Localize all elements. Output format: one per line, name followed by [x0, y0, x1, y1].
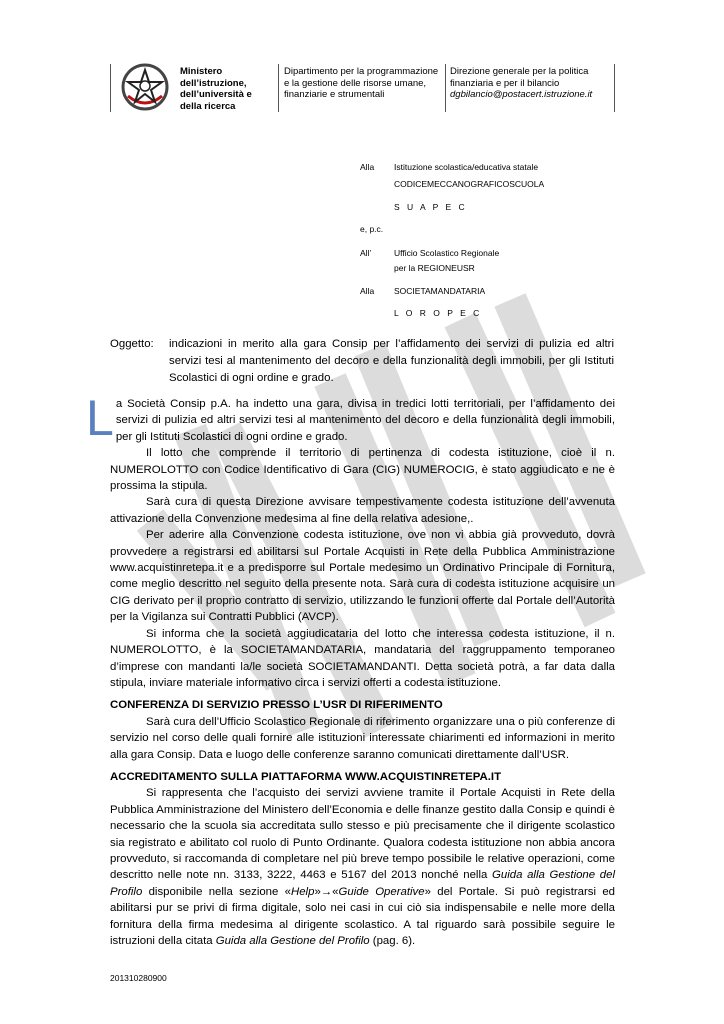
- addressee-label: Alla: [360, 286, 375, 296]
- cc-label: e, p.c.: [360, 224, 384, 234]
- portal-section-name: Help: [291, 885, 315, 898]
- letterhead: [110, 64, 615, 120]
- addressee-line: SOCIETAMANDATARIA: [394, 286, 486, 296]
- header-divider: [110, 64, 111, 112]
- paragraph-text: » del Portale. Si può registrarsi ed abilitarsi pur se privi di firma digitale, solo nei casi in cui ciò sia indispensabile e nelle more della fornitura della firma medesima al dirigente scolastico. A tal riguardo sarà possibile seguire le istruzioni della citata: [110, 885, 615, 947]
- body-paragraph: Per aderire alla Convenzione codesta istituzione, ove non vi abbia già provveduto, dovrà provvedere a registrarsi ed abilitarsi sul Portale Acquisti in Rete della Pubblica Amministrazione www.acquistinretepa.it e a predisporre sul Portale medesimo un Ordinativo Principale di Fornitura, come meglio descritto nel seguito della presente nota. Sarà cura di codesta istituzione acquisire un CIG derivato per il proprio contratto di servizio, utilizzando le funzioni offerte dal Portale dell’Autorità per la Vigilanza sui Contratti Pubblici (AVCP).: [110, 529, 615, 624]
- addressee-line: Ufficio Scolastico Regionale: [394, 248, 500, 258]
- header-divider: [278, 64, 279, 112]
- body-paragraph: Si informa che la società aggiudicataria del lotto che interessa codesta istituzione, il n. NUMEROLOTTO, è la SOCIETAMANDATARIA, mandataria del raggruppamento temporaneo d’imprese con mandanti la/le società SOCIETAMANDANTI. Detta società potrà, a far data dalla stipula, inviare materiale informativo circa i servizi offerti a codesta istituzione.: [110, 627, 615, 689]
- guide-title: Guida alla Gestione del Profilo: [215, 935, 370, 947]
- letter-body: [86, 390, 615, 949]
- addressee-label: All’: [360, 248, 372, 258]
- body-paragraph: [86, 390, 615, 446]
- subject-text: indicazioni in merito alla gara Consip per l’affidamento dei servizi di pulizia ed altri servizi tesi al mantenimento del decoro e della funzionalità degli immobili, per gli Istituti Scolastici di ogni ordine e grado.: [169, 338, 614, 384]
- addressee-pec: S U A P E C: [394, 202, 468, 212]
- italian-republic-emblem-icon: [120, 62, 170, 112]
- section-heading: ACCREDITAMENTO SULLA PIATTAFORMA WWW.ACQUISTINRETEPA.IT: [110, 770, 502, 783]
- directorate-block: [450, 66, 615, 101]
- drop-cap: L: [86, 390, 114, 446]
- paragraph-text: a Società Consip p.A. ha indetto una gara, divisa in tredici lotti territoriali, per l’affidamento dei servizi di pulizia ed altri servizi tesi al mantenimento del decoro e della funzionalità degli immobili, per gli Istituti Scolastici di ogni ordine e grado.: [115, 398, 615, 443]
- addressee-code: CODICEMECCANOGRAFICOSCUOLA: [394, 179, 545, 189]
- addressee-line: Istituzione scolastica/educativa statale: [394, 162, 539, 172]
- directorate-name: Direzione generale per la politica finanziaria e per il bilancio: [450, 66, 589, 89]
- body-paragraph: Il lotto che comprende il territorio di pertinenza di codesta istituzione, cioè il n. NUMEROLOTTO con Codice Identificativo di Gara (CIG) NUMEROCIG, è stato aggiudicato e ne è prossima la stipula.: [110, 447, 615, 493]
- body-paragraph: Sarà cura di questa Direzione avvisare tempestivamente codesta istituzione dell’avvenuta attivazione della Convenzione medesima al fine della relativa adesione,.: [110, 496, 615, 525]
- paragraph-text: (pag. 6).: [369, 935, 416, 947]
- paragraph-text: Si rappresenta che l’acquisto dei servizi avviene tramite il Portale Acquisti in Rete della Pubblica Amministrazione del Ministero dell’Economia e delle finanze gestito dalla Consip e quindi è necessario che la scuola sia accreditata sullo stesso e più precisamente che il dirigente scolastico sia registrato e abilitato col ruolo di Punto Ordinante. Qualora codesta istituzione non abbia ancora provveduto, si raccomanda di completare nel più breve tempo possibile le relative operazioni, come descritto nelle note nn. 3133, 3222, 4463 e 5167 del 2013 nonché nella: [110, 787, 615, 882]
- addressee-line: per la REGIONEUSR: [394, 263, 475, 273]
- section-heading: CONFERENZA DI SERVIZIO PRESSO L’USR DI RIFERIMENTO: [110, 699, 443, 712]
- department-name: Dipartimento per la programmazione e la gestione delle risorse umane, finanziarie e strumentali: [284, 66, 439, 100]
- document-code: 201310280900: [110, 973, 167, 983]
- subject-label: Oggetto:: [110, 338, 154, 350]
- paragraph-text: »→«: [314, 885, 339, 898]
- body-paragraph: Sarà cura dell’Ufficio Scolastico Regionale di riferimento organizzare una o più conferenze di servizio nel corso delle quali fornire alle istituzioni interessate chiarimenti ed informazioni in merito alla gara Consip. Data e luogo delle conferenze saranno comunicati direttamente dall’USR.: [110, 715, 615, 761]
- addressee-pec: L O R O P E C: [394, 308, 482, 318]
- paragraph-text: disponibile nella sezione «: [142, 885, 291, 898]
- header-divider: [614, 64, 615, 112]
- ministry-name: Ministero dell’istruzione, dell’università e della ricerca: [180, 66, 252, 112]
- portal-section-name: Guide Operative: [338, 885, 425, 898]
- guide-title: Guida alla Gestione del Profilo: [110, 869, 615, 898]
- body-paragraph: [110, 785, 615, 949]
- directorate-pec: dgbilancio@postacert.istruzione.it: [450, 89, 593, 100]
- addressee-label: Alla: [360, 162, 375, 172]
- header-divider: [445, 64, 446, 112]
